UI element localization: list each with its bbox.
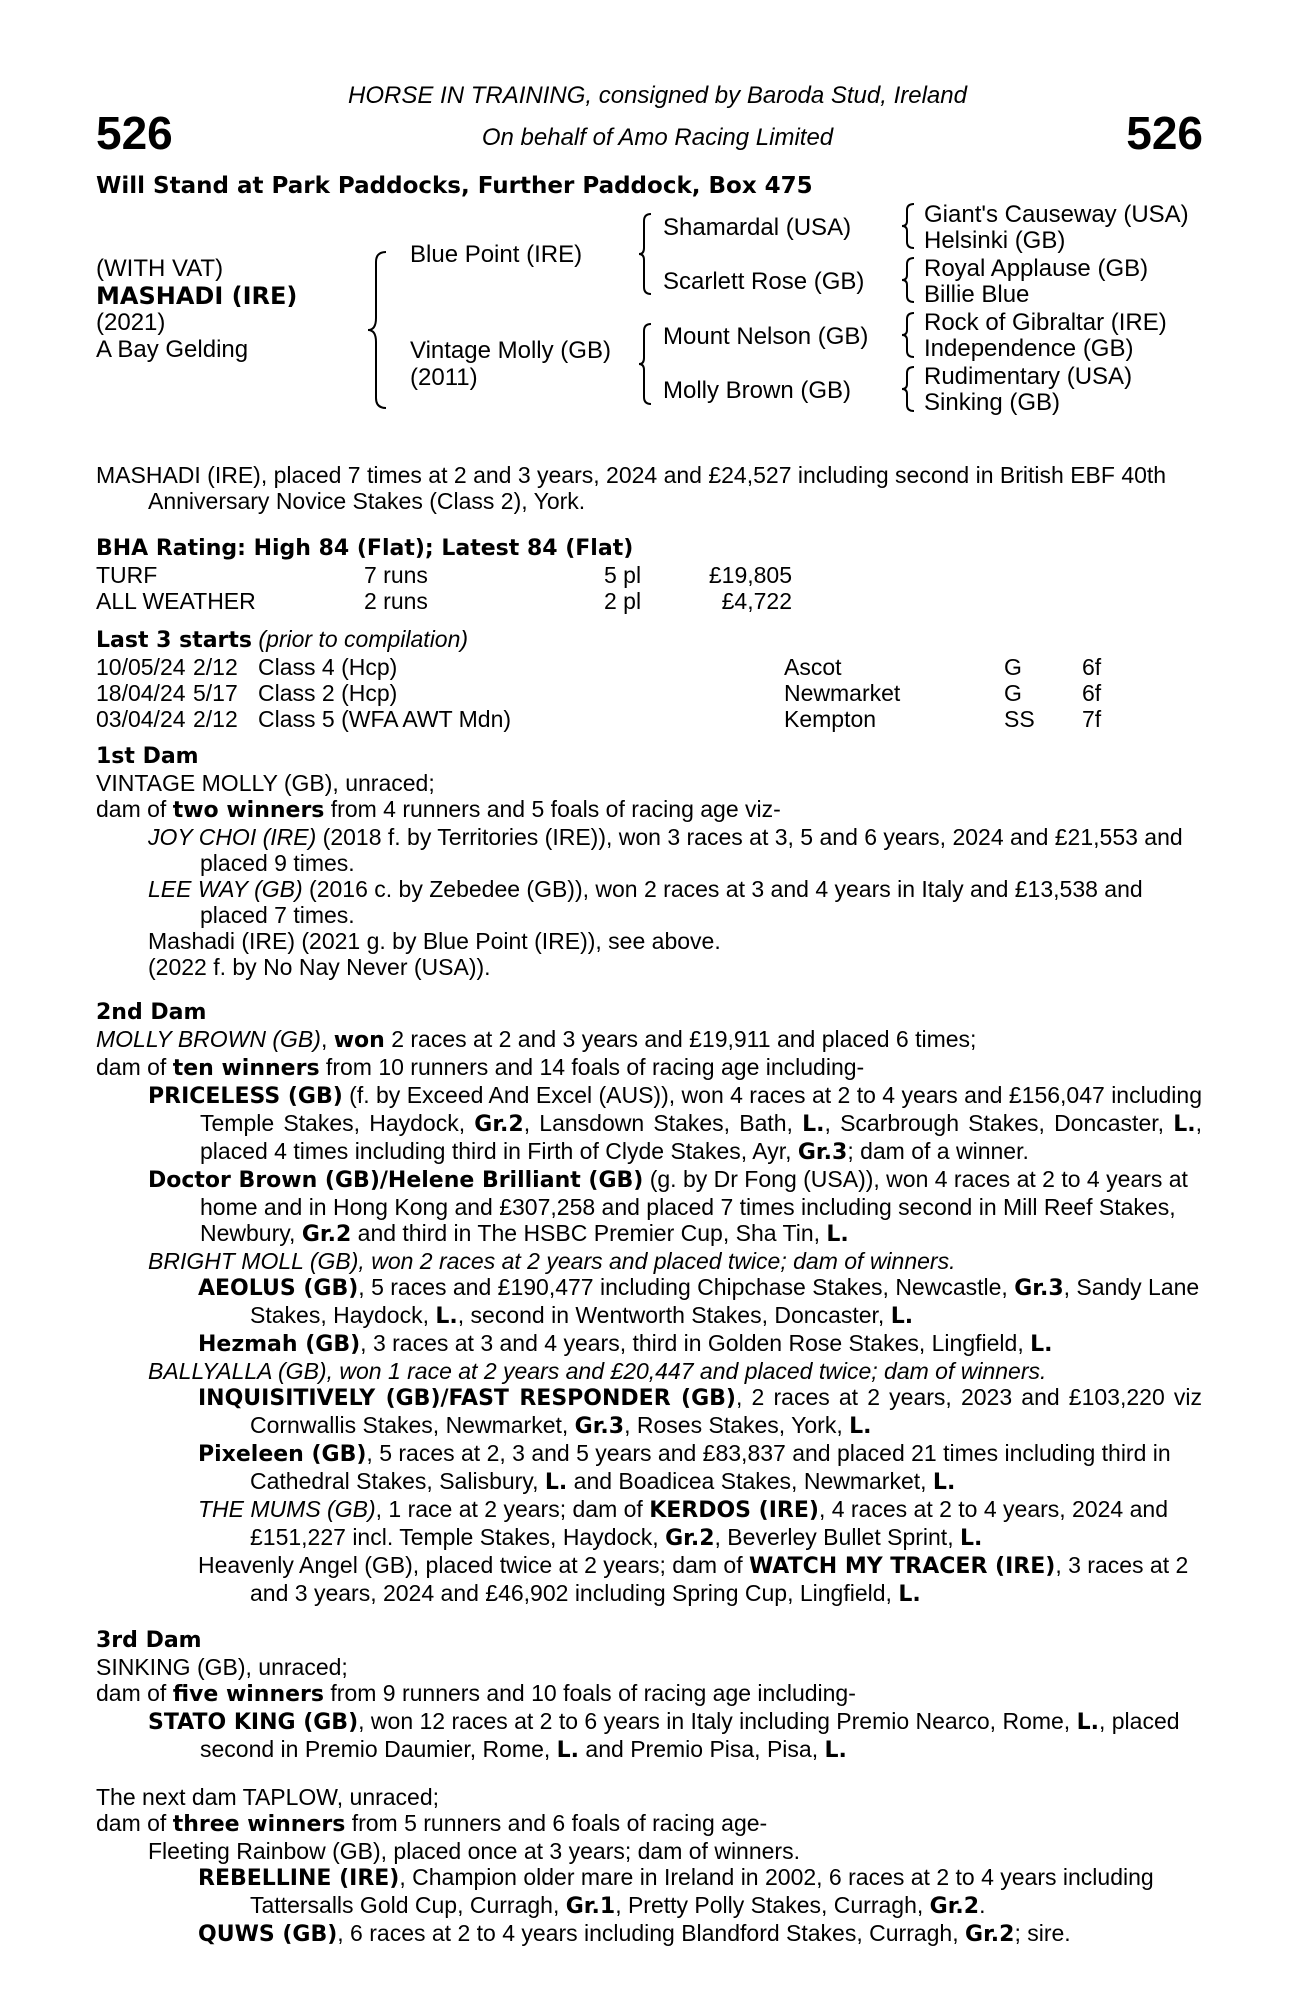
second-dam-line: [96, 1026, 1202, 1054]
grade: Gr.2: [665, 1526, 715, 1551]
progeny-name: Pixeleen (GB): [198, 1442, 367, 1467]
race-cell: Class 4 (Hcp): [258, 654, 398, 680]
course-cell: Newmarket: [784, 680, 901, 706]
first-dam-line: VINTAGE MOLLY (GB), unraced;: [96, 770, 435, 796]
text: , 1 race at 2 years; dam of: [375, 1496, 650, 1522]
text: ; sire.: [1014, 1920, 1071, 1946]
grade: L.: [802, 1112, 825, 1137]
text: , 2 races at 2 years, 2023 and £103,220 viz Cornwallis Stakes, Newmarket,: [250, 1384, 1203, 1438]
grade: Gr.2: [301, 1222, 352, 1247]
progeny-name: AEOLUS (GB): [198, 1276, 359, 1301]
grade: L.: [826, 1222, 849, 1247]
grade: L.: [932, 1470, 956, 1495]
horse-name: MASHADI (IRE): [96, 282, 298, 310]
pedigree-dam-dam: Molly Brown (GB): [663, 377, 852, 404]
pedigree-sire: Blue Point (IRE): [410, 241, 583, 268]
text: from 5 runners and 6 foals of racing age-: [345, 1810, 768, 1836]
consignor-line: HORSE IN TRAINING, consigned by Baroda Stud, Ireland: [348, 82, 967, 109]
won-word: won: [333, 1028, 385, 1053]
pedigree-sire-dam: Scarlett Rose (GB): [663, 268, 865, 295]
progeny-name: REBELLINE (IRE): [198, 1866, 400, 1891]
grade: L.: [435, 1304, 458, 1329]
pedigree-brace-dam: [637, 322, 653, 406]
runs-cell: 7 runs: [364, 562, 428, 588]
grade: L.: [890, 1304, 914, 1329]
list-item: [198, 1920, 1202, 1948]
list-item: [198, 1864, 1202, 1920]
winners-count: ten winners: [172, 1056, 320, 1081]
table-row: [96, 562, 792, 588]
pedigree-dam-year: (2011): [410, 364, 478, 391]
text: dam of: [96, 1054, 173, 1080]
grade: L.: [824, 1738, 847, 1763]
table-row: [96, 654, 1101, 680]
lot-number-left: 526: [96, 107, 173, 159]
bha-rating-title: BHA Rating: High 84 (Flat); Latest 84 (Flat): [96, 536, 634, 561]
grade: Gr.3: [1014, 1276, 1064, 1301]
dam-name: MOLLY BROWN (GB): [96, 1026, 321, 1052]
grade: Gr.1: [565, 1894, 616, 1919]
text: .: [979, 1892, 986, 1918]
text: , Scarbrough Stakes, Doncaster,: [824, 1110, 1174, 1136]
list-item: BALLYALLA (GB), won 1 race at 2 years and £20,447 and placed twice; dam of winners.: [148, 1358, 1047, 1384]
text: , 4 races at 2 to 4 years, 2024 and £151,227 incl. Temple Stakes, Haydock,: [250, 1496, 1168, 1550]
grade: L.: [849, 1414, 872, 1439]
surface-cell: ALL WEATHER: [96, 588, 256, 614]
pedigree-sire-sire: Shamardal (USA): [663, 214, 852, 241]
pedigree-gg-7: Rudimentary (USA): [924, 363, 1133, 390]
text: from 4 runners and 5 foals of racing age viz-: [324, 796, 781, 822]
text: and Boadicea Stakes, Newmarket,: [567, 1468, 933, 1494]
list-item: [148, 876, 1202, 928]
pedigree-gg-4: Billie Blue: [924, 281, 1030, 308]
race-cell: Class 5 (WFA AWT Mdn): [258, 706, 512, 732]
grade: L.: [1173, 1112, 1196, 1137]
placed-cell: 5 pl: [604, 562, 642, 588]
text: and third in The HSBC Premier Cup, Sha Tin,: [351, 1220, 827, 1246]
pedigree-dam: Vintage Molly (GB): [410, 337, 611, 364]
last-starts-table: [96, 654, 1101, 732]
list-item: (2022 f. by No Nay Never (USA)).: [148, 954, 491, 980]
list-item: [198, 1440, 1202, 1496]
pedigree-brace-g2: [900, 256, 916, 304]
stand-location: Will Stand at Park Paddocks, Further Paddock, Box 475: [96, 173, 813, 199]
last-starts-note: (prior to compilation): [258, 626, 469, 652]
pedigree-gg-3: Royal Applause (GB): [924, 255, 1149, 282]
going-cell: G: [1004, 680, 1022, 706]
rating-table: [96, 562, 792, 614]
grade: Gr.2: [965, 1922, 1015, 1947]
text: , 3 races at 2 and 3 years, 2024 and £46,902 including Spring Cup, Lingfield,: [250, 1552, 1189, 1606]
text: , 5 races at 2, 3 and 5 years and £83,837 and placed 21 times including third in Cathedral Stakes, Salisbury,: [250, 1440, 1171, 1494]
second-dam-produce-line: [96, 1054, 1202, 1082]
list-item: [198, 1552, 1202, 1608]
grade: L.: [1076, 1710, 1099, 1735]
list-item: Mashadi (IRE) (2021 g. by Blue Point (IRE)), see above.: [148, 928, 721, 954]
list-item: [198, 1330, 1202, 1358]
position-cell: 2/12: [193, 706, 238, 732]
text: ,: [320, 1026, 334, 1052]
first-dam-title: 1st Dam: [96, 744, 199, 769]
progeny-name: INQUISITIVELY (GB)/FAST RESPONDER (GB): [198, 1386, 736, 1411]
text: , Beverley Bullet Sprint,: [714, 1524, 960, 1550]
runs-cell: 2 runs: [364, 588, 428, 614]
progeny-name: PRICELESS (GB): [148, 1084, 343, 1109]
text: and Premio Pisa, Pisa,: [579, 1736, 825, 1762]
text: (f. by Exceed And Excel (AUS)), won 4 races at 2 to 4 years and £156,047 including Temple Stakes, Haydock,: [200, 1082, 1202, 1136]
text: from 10 runners and 14 foals of racing age including-: [319, 1054, 865, 1080]
pedigree-gg-2: Helsinki (GB): [924, 227, 1066, 254]
position-cell: 2/12: [193, 654, 238, 680]
text: , placed 4 times including third in Firth of Clyde Stakes, Ayr,: [200, 1110, 1202, 1164]
list-item: [148, 824, 1202, 876]
surface-cell: TURF: [96, 562, 158, 588]
pedigree-gg-8: Sinking (GB): [924, 389, 1061, 416]
text: from 9 runners and 10 foals of racing age including-: [324, 1680, 856, 1706]
placed-cell: 2 pl: [604, 588, 642, 614]
text: dam of: [96, 1680, 173, 1706]
list-item: Fleeting Rainbow (GB), placed once at 3 years; dam of winners.: [148, 1838, 800, 1864]
horse-year: (2021): [96, 309, 166, 336]
grade: L.: [556, 1738, 580, 1763]
earnings-cell: £4,722: [721, 588, 792, 614]
pedigree-gg-5: Rock of Gibraltar (IRE): [924, 309, 1167, 336]
going-cell: SS: [1004, 706, 1035, 732]
winners-count: two winners: [172, 798, 325, 823]
progeny-name: WATCH MY TRACER (IRE): [749, 1554, 1056, 1579]
progeny-name: QUWS (GB): [198, 1922, 338, 1947]
race-cell: Class 2 (Hcp): [258, 680, 398, 706]
date-cell: 18/04/24: [96, 680, 186, 706]
distance-cell: 6f: [1082, 680, 1102, 706]
grade: Gr.2: [929, 1894, 980, 1919]
progeny-name: STATO KING (GB): [148, 1710, 359, 1735]
text: dam of: [96, 796, 173, 822]
progeny-name: LEE WAY (GB): [148, 876, 303, 902]
table-row: [96, 588, 792, 614]
first-dam-produce-line: [96, 796, 1202, 824]
text: , Lansdown Stakes, Bath,: [523, 1110, 803, 1136]
third-dam-title: 3rd Dam: [96, 1628, 202, 1653]
next-dam-line: The next dam TAPLOW, unraced;: [96, 1784, 440, 1810]
winners-count: five winners: [172, 1682, 325, 1707]
progeny-name: Doctor Brown (GB)/Helene Brilliant (GB): [148, 1168, 644, 1193]
list-item: BRIGHT MOLL (GB), won 2 races at 2 years and placed twice; dam of winners.: [148, 1248, 956, 1274]
list-item: [148, 1166, 1202, 1248]
grade: L.: [1030, 1332, 1053, 1357]
table-row: [96, 680, 1101, 706]
table-row: [96, 706, 1101, 732]
progeny-name: JOY CHOI (IRE): [148, 824, 317, 850]
list-item: [198, 1496, 1202, 1552]
lot-number-right: 526: [1126, 107, 1203, 159]
text: , Pretty Polly Stakes, Curragh,: [615, 1892, 930, 1918]
text: , second in Wentworth Stakes, Doncaster,: [457, 1302, 891, 1328]
pedigree-brace-g1: [900, 202, 916, 250]
last-starts-title: [96, 626, 1202, 654]
pedigree-gg-6: Independence (GB): [924, 335, 1134, 362]
date-cell: 10/05/24: [96, 654, 186, 680]
text: , Roses Stakes, York,: [624, 1412, 850, 1438]
progeny-name: THE MUMS (GB): [198, 1496, 376, 1522]
text: , 3 races at 3 and 4 years, third in Golden Rose Stakes, Lingfield,: [360, 1330, 1031, 1356]
last-starts-heading: Last 3 starts: [96, 628, 253, 653]
grade: Gr.3: [797, 1140, 848, 1165]
race-summary: MASHADI (IRE), placed 7 times at 2 and 3 years, 2024 and £24,527 including second in British EBF 40th Anniversary Novice Stakes (Class 2), York.: [96, 462, 1167, 514]
horse-description: A Bay Gelding: [96, 336, 249, 363]
grade: L.: [898, 1582, 921, 1607]
progeny-record: (2016 c. by Zebedee (GB)), won 2 races at 3 and 4 years in Italy and £13,538 and placed 7 times.: [200, 876, 1143, 928]
text: , 6 races at 2 to 4 years including Blandford Stakes, Curragh,: [337, 1920, 966, 1946]
grade: L.: [544, 1470, 568, 1495]
winners-count: three winners: [172, 1812, 346, 1837]
second-dam-title: 2nd Dam: [96, 1000, 207, 1025]
text: Heavenly Angel (GB), placed twice at 2 years; dam of: [198, 1552, 749, 1578]
list-item: [148, 1082, 1202, 1166]
progeny-record: (2018 f. by Territories (IRE)), won 3 races at 3, 5 and 6 years, 2024 and £21,553 and placed 9 times.: [200, 824, 1183, 876]
pedigree-dam-sire: Mount Nelson (GB): [663, 323, 869, 350]
position-cell: 5/17: [193, 680, 238, 706]
progeny-name: Hezmah (GB): [198, 1332, 361, 1357]
date-cell: 03/04/24: [96, 706, 186, 732]
pedigree-brace-main: [366, 250, 388, 410]
earnings-cell: £19,805: [708, 562, 792, 588]
distance-cell: 7f: [1082, 706, 1102, 732]
course-cell: Ascot: [784, 654, 842, 680]
third-dam-line: SINKING (GB), unraced;: [96, 1654, 348, 1680]
grade: Gr.3: [574, 1414, 625, 1439]
text: 2 races at 2 and 3 years and £19,911 and placed 6 times;: [384, 1026, 977, 1052]
list-item: [198, 1384, 1202, 1440]
pedigree-brace-g3: [900, 311, 916, 359]
text: , Sandy Lane Stakes, Haydock,: [250, 1274, 1200, 1328]
text: , placed second in Premio Daumier, Rome,: [200, 1708, 1180, 1762]
pedigree-gg-1: Giant's Causeway (USA): [924, 201, 1189, 228]
grade: Gr.2: [474, 1112, 524, 1137]
text: ; dam of a winner.: [847, 1138, 1029, 1164]
next-dam-produce-line: [96, 1810, 1202, 1838]
text: dam of: [96, 1810, 173, 1836]
text: , 5 races and £190,477 including Chipchase Stakes, Newcastle,: [358, 1274, 1015, 1300]
text: (g. by Dr Fong (USA)), won 4 races at 2 to 4 years at home and in Hong Kong and £307,258 and placed 7 times including second in Mill Reef Stakes, Newbury,: [200, 1166, 1188, 1246]
owner-line: On behalf of Amo Racing Limited: [481, 124, 834, 151]
going-cell: G: [1004, 654, 1022, 680]
vat-note: (WITH VAT): [96, 255, 224, 282]
third-dam-produce-line: [96, 1680, 1202, 1708]
progeny-name: KERDOS (IRE): [649, 1498, 819, 1523]
text: , Champion older mare in Ireland in 2002, 6 races at 2 to 4 years including Tattersalls Gold Cup, Curragh,: [250, 1864, 1154, 1918]
pedigree-brace-sire: [637, 212, 653, 296]
pedigree-brace-g4: [900, 365, 916, 413]
text: , won 12 races at 2 to 6 years in Italy including Premio Nearco, Rome,: [358, 1708, 1077, 1734]
course-cell: Kempton: [784, 706, 877, 732]
distance-cell: 6f: [1082, 654, 1102, 680]
list-item: [198, 1274, 1202, 1330]
grade: L.: [959, 1526, 983, 1551]
list-item: [148, 1708, 1202, 1764]
main-body: [96, 462, 1202, 1948]
